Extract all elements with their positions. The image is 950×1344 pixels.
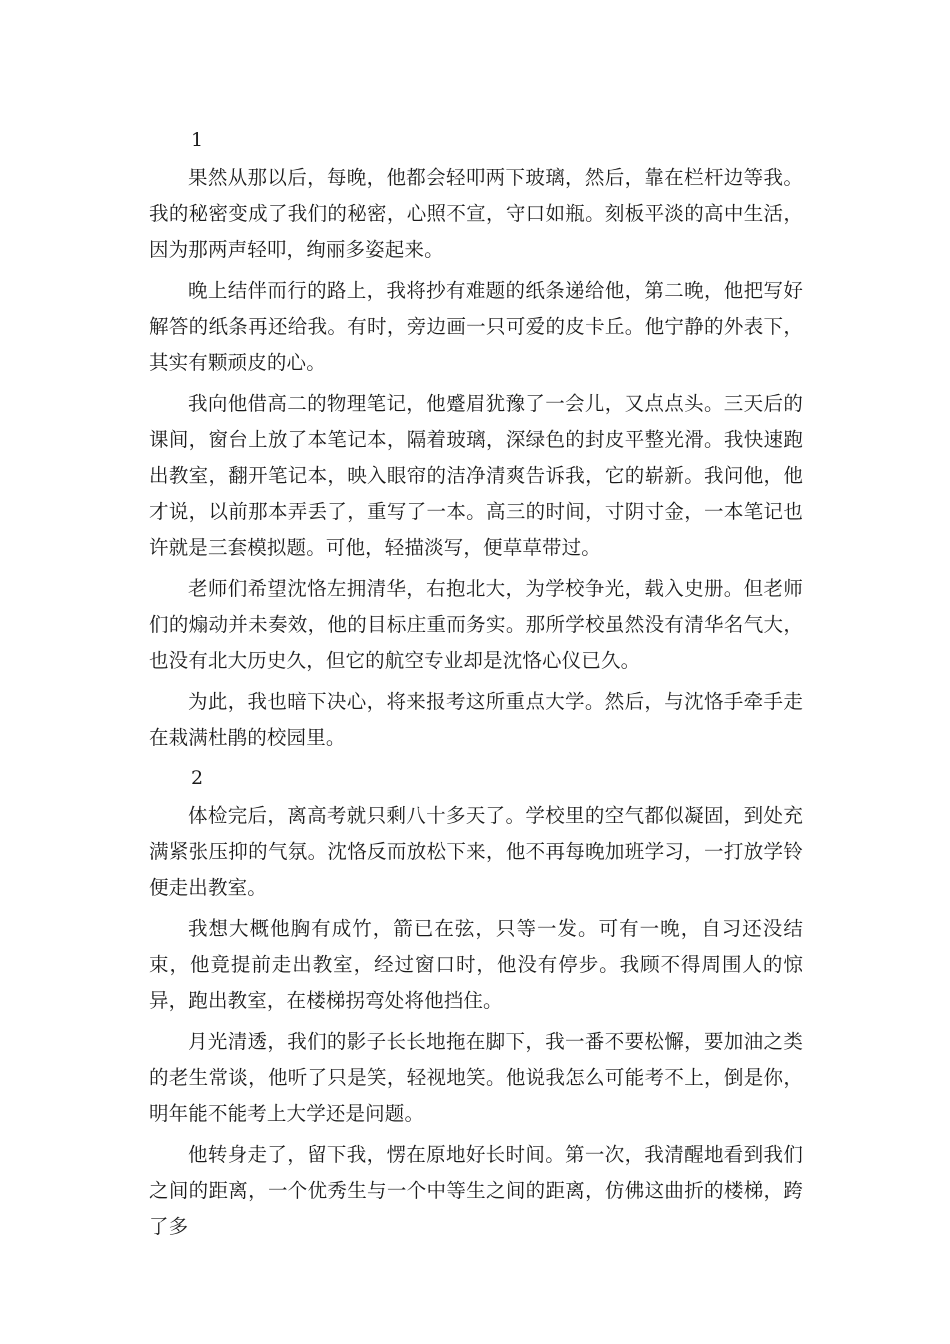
document-body bbox=[149, 125, 803, 1250]
paragraph: 我想大概他胸有成竹，箭已在弦，只等一发。可有一晚，自习还没结束，他竟提前走出教室，经过窗口时，他没有停步。我顾不得周围人的惊异，跑出教室，在楼梯拐弯处将他挡住。 bbox=[149, 917, 803, 1012]
paragraph: 老师们希望沈恪左拥清华，右抱北大，为学校争光，载入史册。但老师们的煽动并未奏效，他的目标庄重而务实。那所学校虽然没有清华名气大，也没有北大历史久，但它的航空专业却是沈恪心仪已久。 bbox=[149, 577, 803, 672]
paragraph: 晚上结伴而行的路上，我将抄有难题的纸条递给他，第二晚，他把写好解答的纸条再还给我。有时，旁边画一只可爱的皮卡丘。他宁静的外表下，其实有颗顽皮的心。 bbox=[149, 279, 803, 374]
paragraph: 果然从那以后，每晚，他都会轻叩两下玻璃，然后，靠在栏杆边等我。我的秘密变成了我们的秘密，心照不宣，守口如瓶。刻板平淡的高中生活，因为那两声轻叩，绚丽多姿起来。 bbox=[149, 166, 803, 261]
paragraph: 为此，我也暗下决心，将来报考这所重点大学。然后，与沈恪手牵手走在栽满杜鹃的校园里。 bbox=[149, 690, 803, 749]
paragraph: 他转身走了，留下我，愣在原地好长时间。第一次，我清醒地看到我们之间的距离，一个优秀生与一个中等生之间的距离，仿佛这曲折的楼梯，跨了多 bbox=[149, 1143, 803, 1238]
paragraph: 体检完后，离高考就只剩八十多天了。学校里的空气都似凝固，到处充满紧张压抑的气氛。沈恪反而放松下来，他不再每晚加班学习，一打放学铃便走出教室。 bbox=[149, 804, 803, 899]
section-1 bbox=[149, 125, 803, 756]
section-number: 1 bbox=[191, 129, 204, 151]
paragraph: 我向他借高二的物理笔记，他蹙眉犹豫了一会儿，又点点头。三天后的课间，窗台上放了本笔记本，隔着玻璃，深绿色的封皮平整光滑。我快速跑出教室，翻开笔记本，映入眼帘的洁净清爽告诉我，它的崭新。我问他，他才说，以前那本弄丢了，重写了一本。高三的时间，寸阴寸金，一本笔记也许就是三套模拟题。可他，轻描淡写，便草草带过。 bbox=[149, 392, 803, 559]
section-2 bbox=[149, 763, 803, 1245]
section-number: 2 bbox=[191, 767, 204, 789]
paragraph: 月光清透，我们的影子长长地拖在脚下，我一番不要松懈，要加油之类的老生常谈，他听了只是笑，轻视地笑。他说我怎么可能考不上，倒是你，明年能不能考上大学还是问题。 bbox=[149, 1030, 803, 1125]
